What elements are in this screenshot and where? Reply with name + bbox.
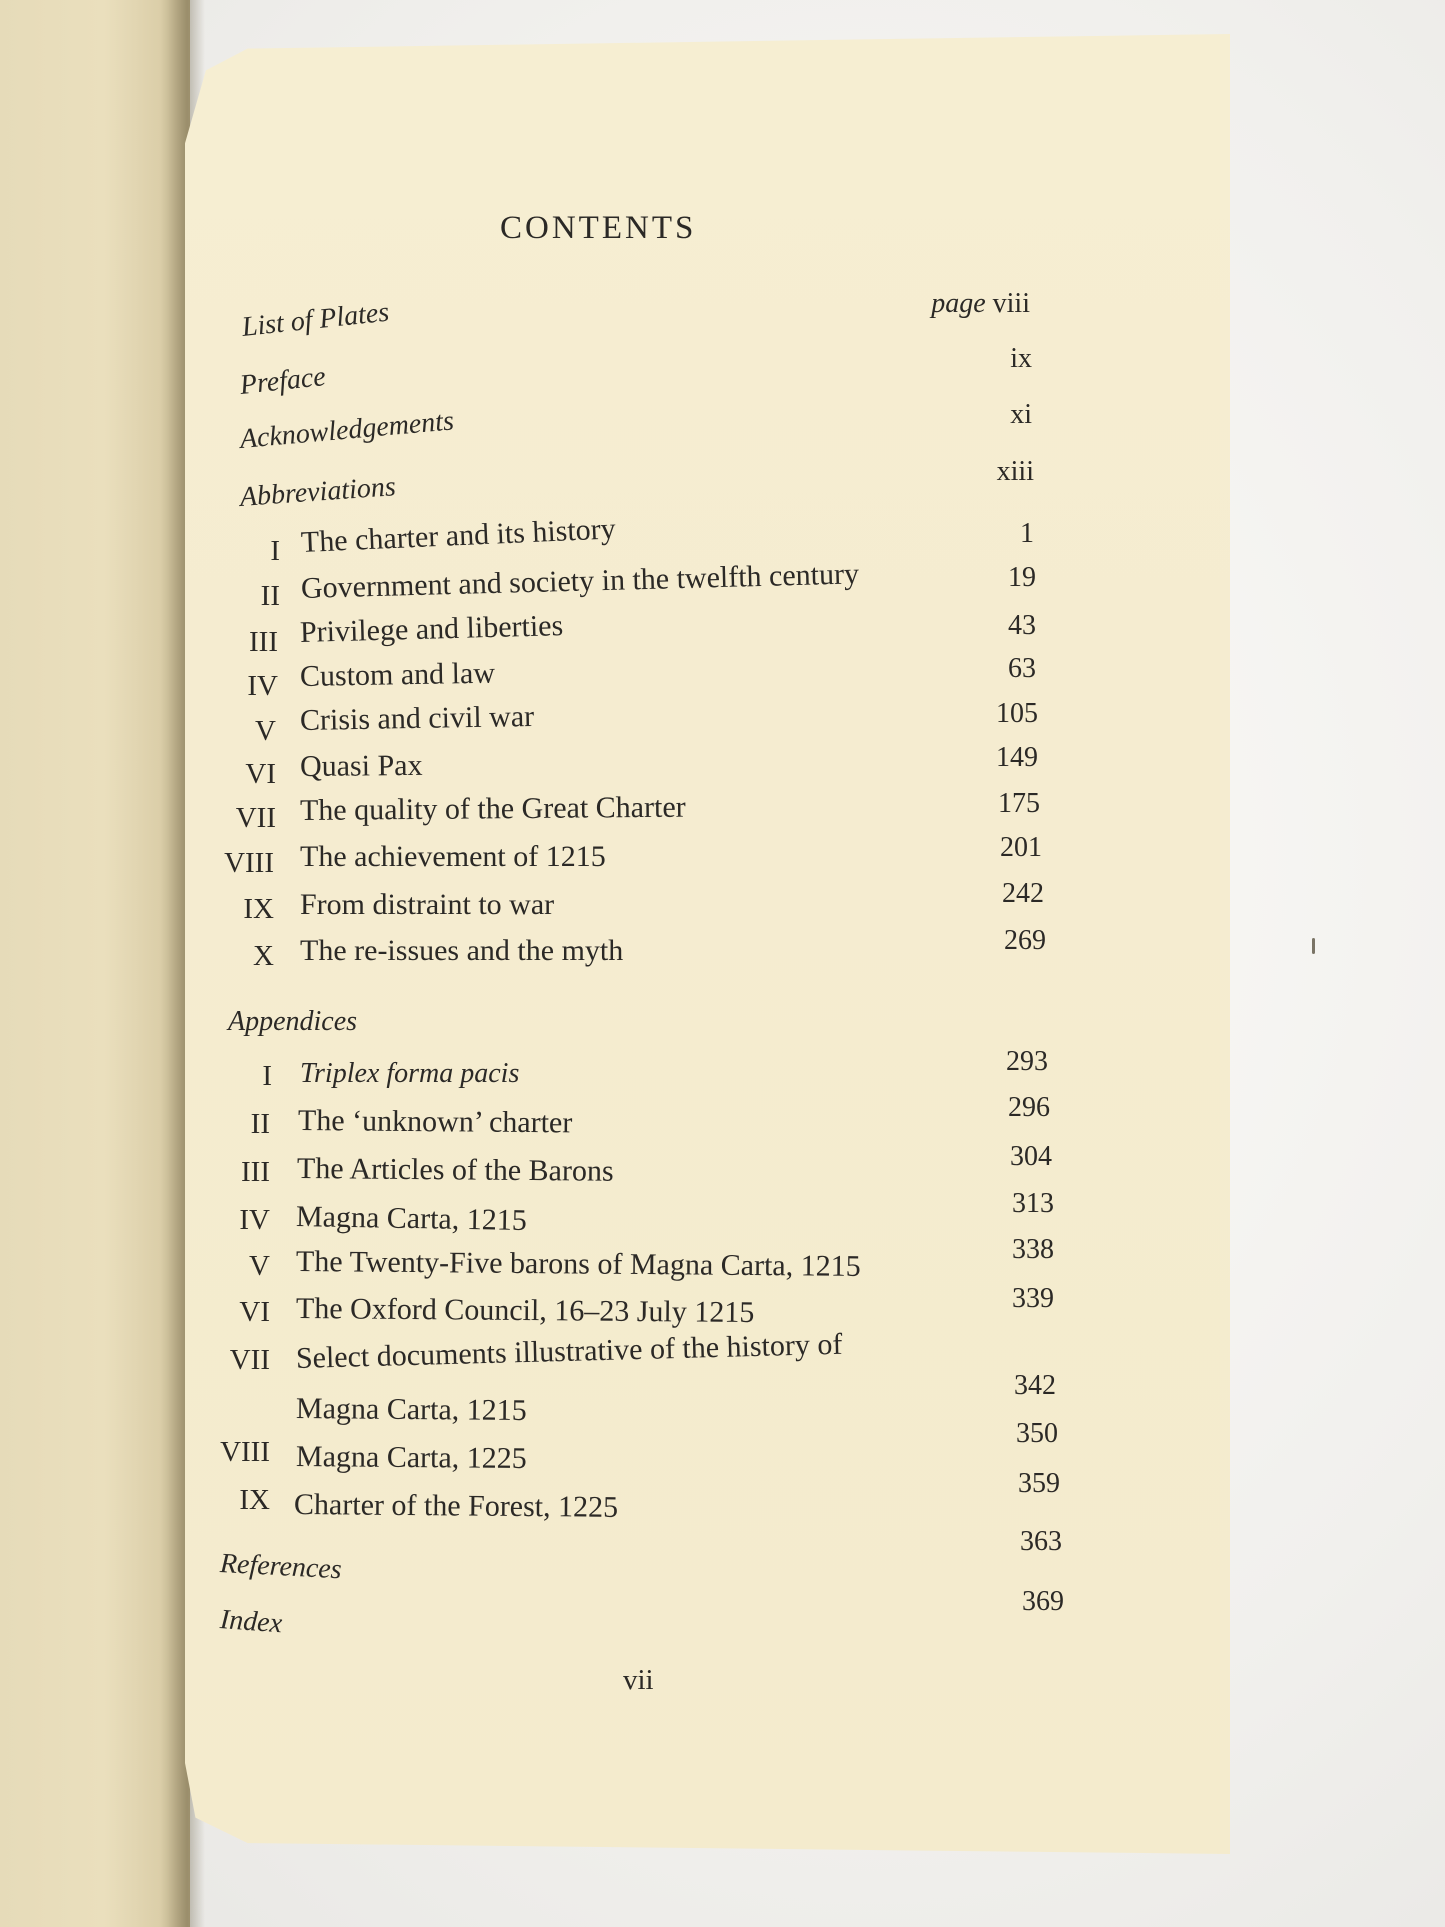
appendix-number: VIII	[220, 1436, 270, 1468]
chapter-title: Government and society in the twelfth century	[300, 557, 860, 605]
chapter-number: VII	[235, 802, 276, 834]
appendix-page: 359	[1018, 1468, 1060, 1499]
front-matter-page: xi	[1010, 399, 1032, 430]
chapter-page: 19	[1008, 562, 1036, 593]
chapter-page: 269	[1004, 925, 1046, 956]
appendix-page: 304	[1010, 1141, 1052, 1172]
appendix-title: The Articles of the Barons	[296, 1152, 614, 1188]
contents-title: CONTENTS	[500, 210, 697, 246]
appendix-title: Select documents illustrative of the history of	[295, 1327, 843, 1375]
front-matter-title: Acknowledgements	[238, 405, 456, 455]
chapter-number: VIII	[224, 847, 274, 879]
appendix-page: 342	[1014, 1370, 1056, 1401]
appendix-title: The Twenty-Five barons of Magna Carta, 1215	[295, 1245, 861, 1283]
chapter-page: 43	[1008, 610, 1036, 641]
appendix-page: 296	[1008, 1092, 1050, 1123]
appendix-number: IX	[239, 1484, 270, 1516]
back-matter-page: 363	[1020, 1526, 1062, 1557]
appendix-title: Magna Carta, 1215	[295, 1200, 528, 1238]
chapter-title: The achievement of 1215	[300, 840, 606, 873]
chapter-title: Crisis and civil war	[299, 699, 535, 737]
appendix-number: II	[250, 1108, 270, 1140]
appendix-title: Magna Carta, 1225	[295, 1440, 527, 1476]
chapter-number: VI	[245, 758, 276, 790]
appendix-page: 339	[1012, 1283, 1054, 1314]
appendix-number: I	[262, 1060, 272, 1092]
chapter-title: Custom and law	[299, 656, 496, 693]
chapter-number: X	[253, 940, 274, 972]
chapter-number: II	[260, 580, 280, 612]
front-matter-title: List of Plates	[240, 296, 391, 343]
chapter-page: 242	[1002, 878, 1044, 909]
appendix-title: The ‘unknown’ charter	[297, 1104, 573, 1140]
front-matter-page: ix	[1010, 343, 1032, 374]
front-matter-page: xiii	[996, 456, 1034, 487]
chapter-title: From distraint to war	[300, 888, 555, 921]
chapter-page: 105	[996, 698, 1038, 729]
chapter-title: The quality of the Great Charter	[299, 790, 686, 827]
back-matter-title: Index	[218, 1604, 284, 1640]
chapter-title: The charter and its history	[300, 512, 617, 559]
chapter-page: 201	[1000, 832, 1042, 863]
appendix-page: 313	[1012, 1188, 1054, 1219]
chapter-page: 1	[1020, 518, 1034, 549]
chapter-page: 149	[996, 742, 1038, 773]
chapter-number: IV	[247, 670, 278, 702]
appendix-number: V	[249, 1250, 270, 1282]
chapter-number: I	[270, 535, 280, 567]
appendix-page: 350	[1016, 1418, 1058, 1449]
chapter-title: Quasi Pax	[299, 748, 423, 783]
chapter-number: IX	[243, 893, 274, 925]
appendix-number: VII	[229, 1344, 270, 1376]
front-matter-page: page viii	[931, 288, 1030, 319]
appendix-title: Charter of the Forest, 1225	[293, 1488, 619, 1524]
back-matter-title: References	[219, 1548, 343, 1586]
chapter-number: V	[255, 715, 276, 747]
speck-mark	[1312, 938, 1315, 954]
appendix-page: 293	[1006, 1046, 1048, 1077]
back-matter-page: 369	[1022, 1586, 1064, 1617]
appendix-title: Triplex forma pacis	[300, 1058, 520, 1089]
front-matter-title: Preface	[238, 361, 328, 401]
appendices-heading: Appendices	[228, 1006, 358, 1037]
chapter-page: 63	[1008, 653, 1036, 684]
page-number: vii	[623, 1664, 654, 1696]
appendix-number: III	[241, 1156, 270, 1188]
appendix-title: The Oxford Council, 16–23 July 1215	[295, 1292, 755, 1329]
appendix-number: IV	[239, 1204, 270, 1236]
chapter-title: Privilege and liberties	[299, 609, 564, 649]
front-matter-title: Abbreviations	[238, 471, 397, 513]
chapter-number: III	[249, 626, 278, 658]
appendix-page: 338	[1012, 1234, 1054, 1265]
chapter-title: The re-issues and the myth	[300, 934, 624, 967]
chapter-page: 175	[998, 788, 1040, 819]
appendix-title-continuation: Magna Carta, 1215	[295, 1392, 527, 1428]
appendix-number: VI	[239, 1296, 270, 1328]
